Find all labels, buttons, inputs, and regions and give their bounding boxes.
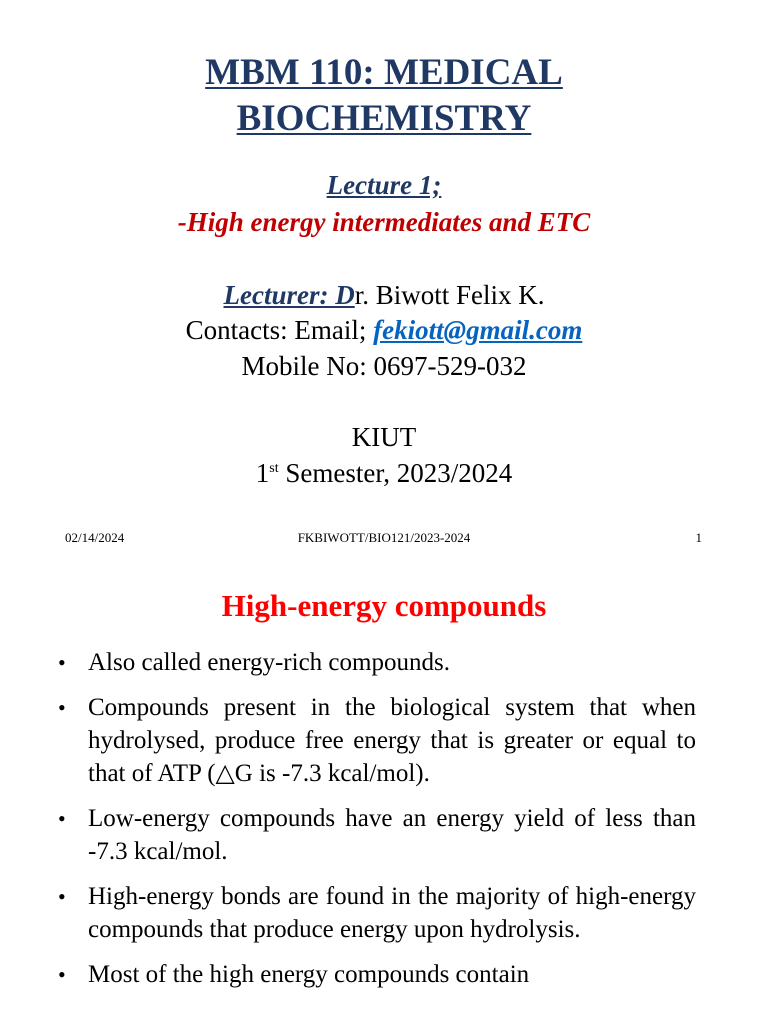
bullet-icon: • — [58, 695, 66, 720]
bullet-icon: • — [58, 962, 66, 987]
footer-page-number: 1 — [695, 530, 702, 545]
contacts-prefix: Contacts: Email; — [185, 315, 374, 345]
lecturer-label: Lecturer: D — [223, 280, 355, 310]
mobile-number: Mobile No: 0697-529-032 — [241, 351, 527, 381]
lecturer-line — [0, 280, 768, 311]
bullet-text: Most of the high energy compounds contain — [88, 961, 530, 988]
course-title-line2: BIOCHEMISTRY — [236, 98, 532, 139]
bullet-text: Also called energy-rich compounds. — [88, 649, 450, 676]
email-link[interactable]: fekiott@gmail.com — [373, 315, 583, 345]
bullet-item — [56, 646, 696, 679]
lecture-topic: -High energy intermediates and ETC — [177, 207, 591, 237]
bullet-item — [56, 880, 696, 946]
bullet-icon: • — [58, 884, 66, 909]
bullet-item — [56, 691, 696, 790]
bullet-icon: • — [58, 806, 66, 831]
bullet-item — [56, 802, 696, 868]
lecturer-name: r. Biwott Felix K. — [354, 280, 545, 310]
content-slide — [0, 560, 768, 1024]
lecture-number — [0, 170, 768, 201]
bullet-item — [56, 958, 696, 991]
slide-title: High-energy compounds — [221, 588, 547, 623]
semester-superscript: st — [269, 461, 279, 476]
semester-text: Semester, 2023/2024 — [278, 458, 513, 488]
bullet-icon: • — [58, 650, 66, 675]
bullet-text: High-energy bonds are found in the majority of high-energy compounds that produce energy upon hydrolysis. — [88, 883, 696, 943]
footer-code: FKBIWOTT/BIO121/2023-2024 — [297, 530, 471, 545]
course-title — [0, 50, 768, 142]
course-title-line1: MBM 110: MEDICAL — [205, 52, 563, 93]
semester-number: 1 — [255, 458, 270, 488]
bullet-text: Low-energy compounds have an energy yield of less than -7.3 kcal/mol. — [88, 805, 696, 865]
bullet-text: Compounds present in the biological system that when hydrolysed, produce free energy that is greater or equal to that of ATP (△G is -7.3 kcal/mol). — [88, 694, 696, 787]
bullet-list — [56, 646, 696, 1003]
institution: KIUT — [351, 422, 417, 452]
lecture-number-text: Lecture 1; — [326, 170, 442, 200]
contacts-line — [0, 315, 768, 346]
semester-line — [0, 458, 768, 489]
footer-date: 02/14/2024 — [65, 530, 125, 545]
